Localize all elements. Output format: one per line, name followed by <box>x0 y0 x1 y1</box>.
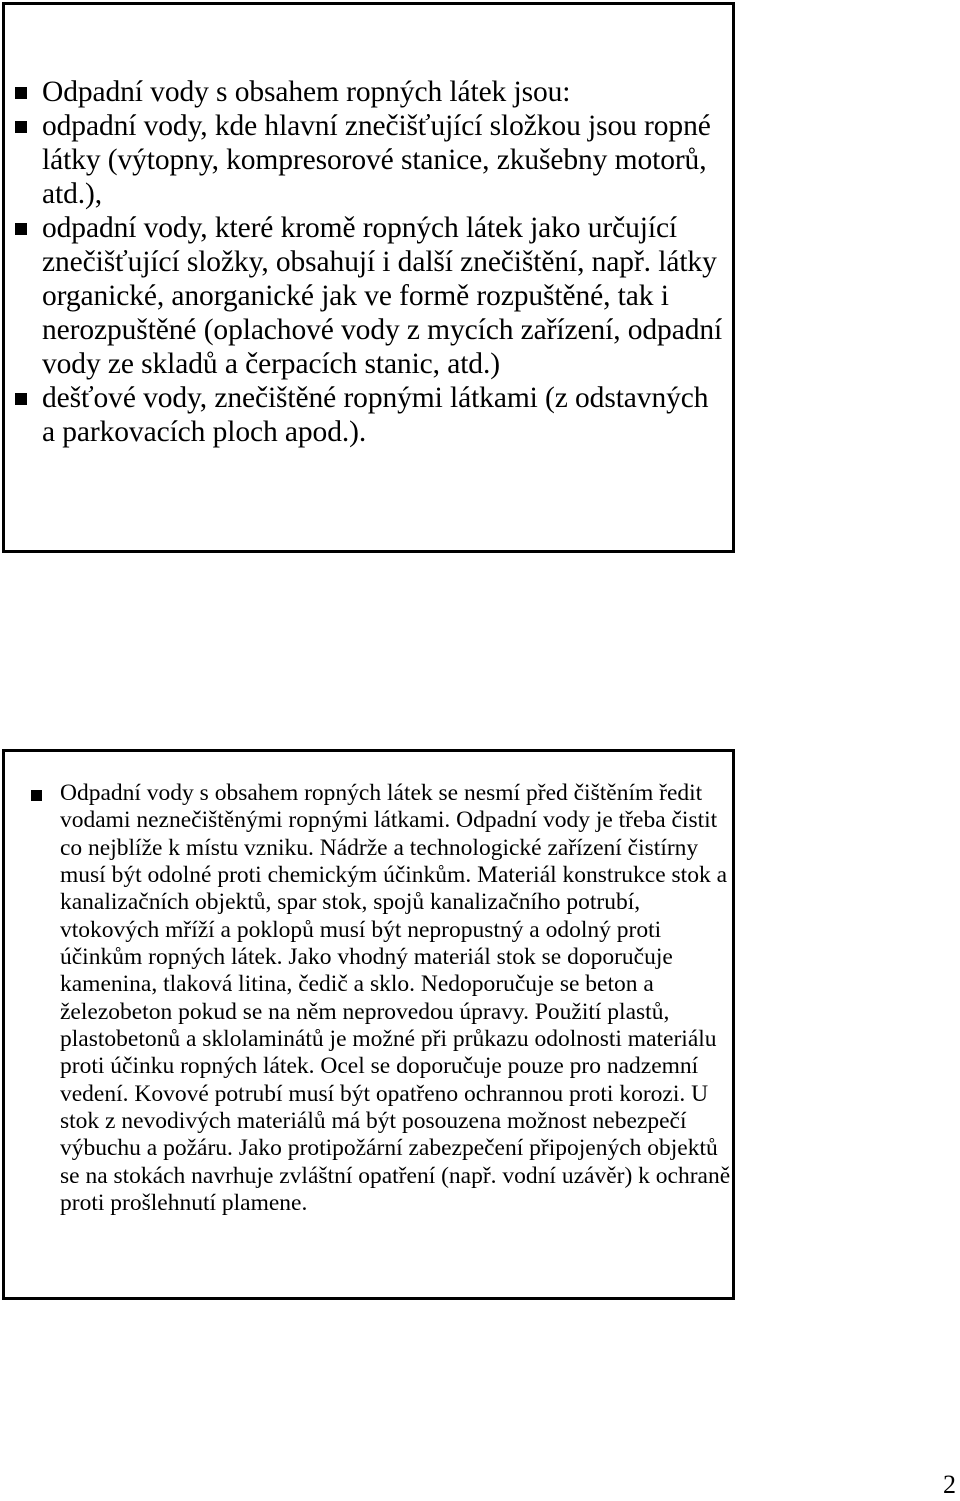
slide-2 <box>2 749 735 1300</box>
paragraph-text: Odpadní vody s obsahem ropných látek se nesmí před čištěním ředit vodami neznečištěnými ropnými látkami. Odpadní vody je třeba čistit co nejblíže k místu vzniku. Nádrže a technologické zařízení čistírny musí být odolné proti chemickým účinkům. Materiál konstrukce stok a kanalizačních objektů, spar stok, spojů kanalizačního potrubí, vtokových mříží a poklopů musí být nepropustný a odolný proti účinkům ropných látek. Jako vhodný materiál stok se doporučuje kamenina, tlaková litina, čedič a sklo. Nedoporučuje se beton a železobeton pokud se na něm neprovedou úpravy. Použití plastů, plastobetonů a sklolaminátů je možné při průkazu odolnosti materiálu proti účinku ropných látek. Ocel se doporučuje pouze pro nadzemní vedení. Kovové potrubí musí být opatřeno ochrannou proti korozi. U stok z nevodivých materiálů má být posouzena možnost nebezpečí výbuchu a požáru. Jako protipožární zabezpečení připojených objektů se na stokách navrhuje zvláštní opatření (např. vodní uzávěr) k ochraně proti prošlehnutí plamene. <box>60 780 731 1217</box>
bullet-list <box>11 75 723 449</box>
list-item <box>11 75 723 109</box>
square-bullet-icon <box>15 393 27 405</box>
square-bullet-icon <box>31 790 42 801</box>
list-item-text: odpadní vody, kde hlavní znečišťující složkou jsou ropné látky (výtopny, kompresorové stanice, zkušebny motorů, atd.), <box>42 110 711 210</box>
square-bullet-icon <box>15 87 27 99</box>
page-number: 2 <box>943 1470 956 1499</box>
list-item <box>11 211 723 381</box>
list-item <box>11 381 723 449</box>
list-item-text: Odpadní vody s obsahem ropných látek jsou: <box>42 76 571 108</box>
list-item-text: odpadní vody, které kromě ropných látek jako určující znečišťující složky, obsahují i další znečištění, např. látky organické, anorganické jak ve formě rozpuštěné, tak i nerozpuštěné (oplachové vody z mycích zařízení, odpadní vody ze skladů a čerpacích stanic, atd.) <box>42 212 723 380</box>
slide-1 <box>2 2 735 553</box>
list-item-text: dešťové vody, znečištěné ropnými látkami (z odstavných a parkovacích ploch apod.). <box>42 382 709 448</box>
bullet-list <box>27 780 732 1218</box>
square-bullet-icon <box>15 223 27 235</box>
list-item <box>27 780 732 1218</box>
square-bullet-icon <box>15 121 27 133</box>
list-item <box>11 109 723 211</box>
